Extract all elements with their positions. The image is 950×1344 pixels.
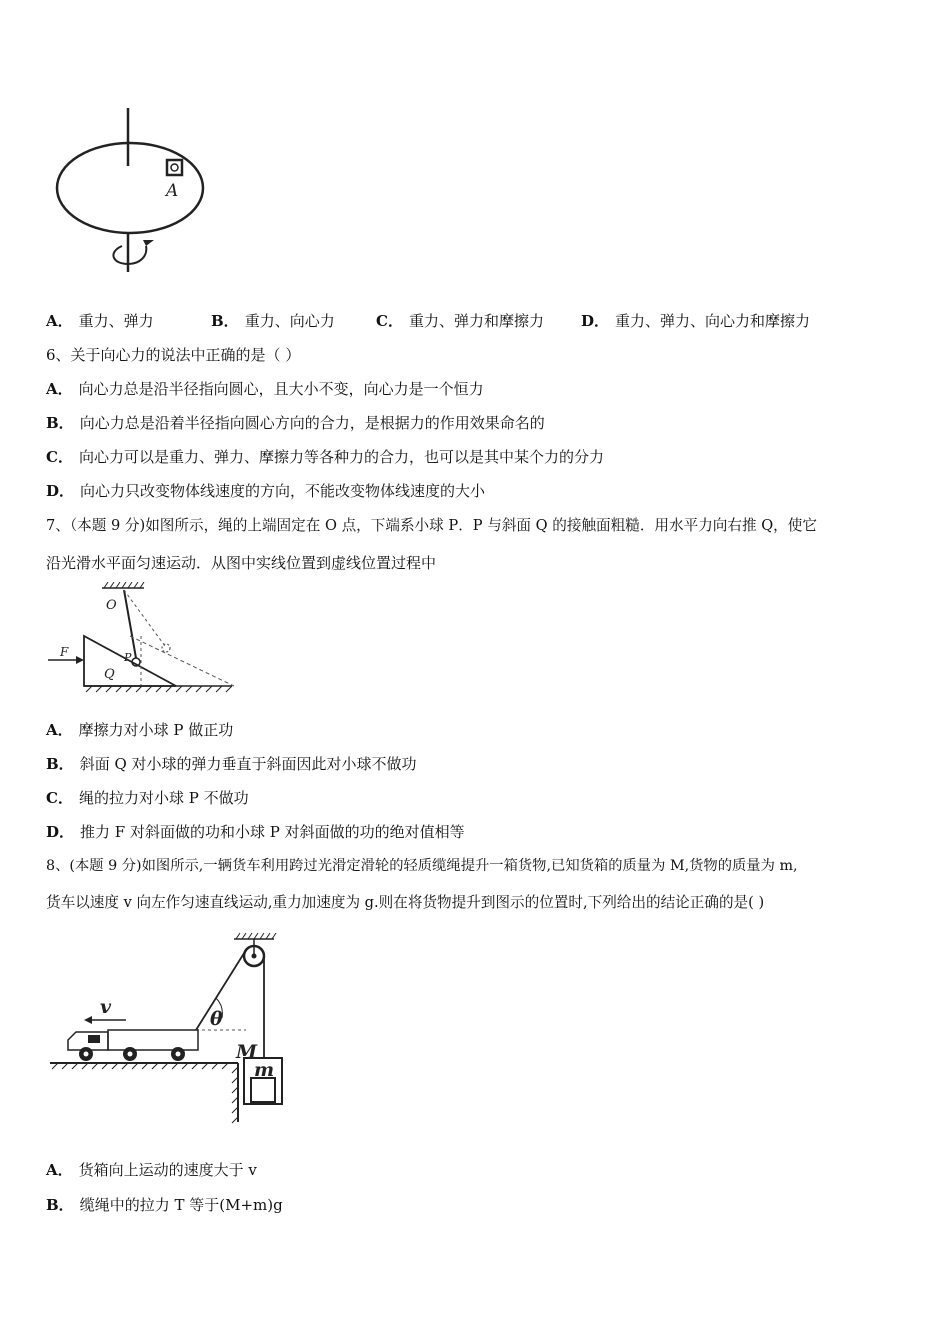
q5-option-c[interactable]: C． 重力、弹力和摩擦力 (376, 312, 544, 330)
force-arrow-F-head (76, 656, 84, 664)
incline-pendulum-figure (44, 582, 239, 697)
label-theta: θ (210, 1008, 223, 1030)
q8-stem-line1: 8、(本题 9 分)如图所示,一辆货车利用跨过光滑定滑轮的轻质缆绳提升一箱货物,已知货箱的质量为 M,货物的质量为 m, (46, 858, 798, 874)
block-A (167, 160, 182, 175)
ceiling-hatch (236, 933, 276, 939)
block-A-inner (171, 164, 178, 171)
pulley-axle (252, 954, 257, 959)
rotating-disc-figure (50, 100, 220, 280)
label-v: v (100, 996, 112, 1018)
incline-Q-dashed (130, 636, 234, 686)
q8-stem-line2: 货车以速度 v 向左作匀速直线运动,重力加速度为 g.则在将货物提升到图示的位置时,下列给出的结论正确的是( ) (46, 894, 765, 911)
label-A: A (166, 181, 179, 201)
wheel-mid-hub (128, 1052, 133, 1057)
wheel-rear-hub (176, 1052, 181, 1057)
label-F: F (60, 645, 69, 659)
incline-Q (84, 636, 176, 686)
label-O: O (106, 598, 117, 613)
truck-pulley-figure (46, 932, 296, 1127)
q7-stem-line1: 7、（本题 9 分)如图所示，绳的上端固定在 O 点，下端系小球 P．P 与斜面 Q 的接触面粗糙．用水平力向右推 Q，使它 (46, 517, 817, 534)
rotation-arrow (113, 246, 146, 264)
ball-P-dashed (162, 644, 170, 652)
q5-options (46, 311, 810, 331)
q6-option-b[interactable]: B． 向心力总是沿着半径指向圆心方向的合力，是根据力的作用效果命名的 (46, 414, 545, 432)
ground-hatch (86, 686, 232, 692)
wheel-front-hub (84, 1052, 89, 1057)
truck-cab-window (88, 1035, 100, 1043)
q6-stem: 6、关于向心力的说法中正确的是（ ） (46, 346, 301, 364)
q5-option-a[interactable]: A． 重力、弹力 (46, 312, 154, 330)
disc-ellipse (57, 143, 203, 233)
label-P: P (124, 651, 132, 664)
q5-option-b[interactable]: B． 重力、向心力 (211, 312, 335, 330)
q7-option-c[interactable]: C． 绳的拉力对小球 P 不做功 (46, 789, 249, 807)
q6-option-d[interactable]: D． 向心力只改变物体线速度的方向，不能改变物体线速度的大小 (46, 482, 486, 500)
rope-dashed (124, 590, 165, 646)
label-M: M (236, 1041, 258, 1063)
q8-option-b[interactable]: B． 缆绳中的拉力 T 等于(M+m)g (46, 1196, 283, 1214)
q5-option-d[interactable]: D． 重力、弹力、向心力和摩擦力 (581, 312, 811, 330)
rotation-arrow-head (143, 240, 154, 246)
velocity-arrow-head (84, 1016, 92, 1024)
q8-option-a[interactable]: A． 货箱向上运动的速度大于 v (46, 1161, 257, 1179)
q7-option-b[interactable]: B． 斜面 Q 对小球的弹力垂直于斜面因此对小球不做功 (46, 755, 417, 773)
q7-stem-line2: 沿光滑水平面匀速运动．从图中实线位置到虚线位置过程中 (46, 554, 437, 572)
q6-option-a[interactable]: A． 向心力总是沿半径指向圆心，且大小不变，向心力是一个恒力 (46, 380, 484, 398)
q7-option-d[interactable]: D． 推力 F 对斜面做的功和小球 P 对斜面做的功的绝对值相等 (46, 823, 465, 841)
cargo-m (251, 1078, 275, 1102)
truck-bed (108, 1030, 198, 1050)
ceiling-hatch (104, 582, 144, 588)
q6-option-c[interactable]: C． 向心力可以是重力、弹力、摩擦力等各种力的合力，也可以是其中某个力的分力 (46, 448, 604, 466)
rope-solid (124, 590, 136, 658)
label-Q: Q (104, 667, 115, 682)
q7-option-a[interactable]: A． 摩擦力对小球 P 做正功 (46, 721, 234, 739)
label-m: m (254, 1059, 275, 1081)
